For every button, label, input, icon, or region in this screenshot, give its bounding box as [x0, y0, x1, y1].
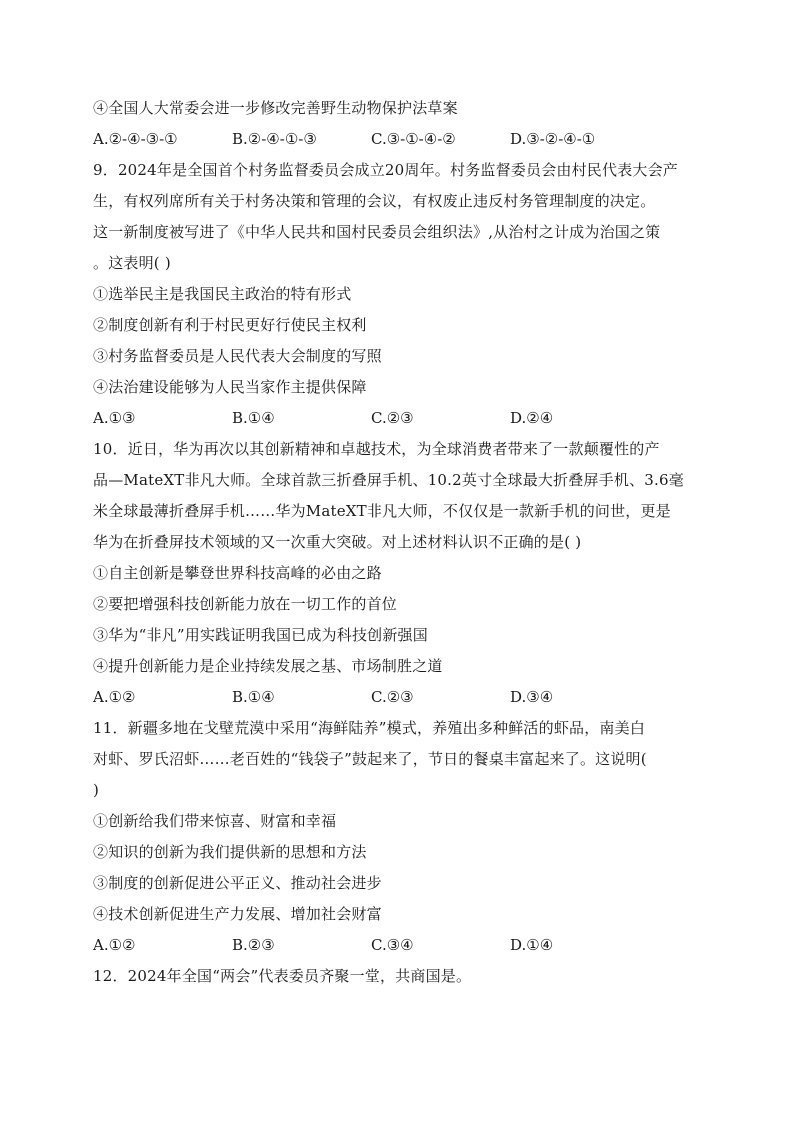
q8-option-a[interactable]: A.②-④-③-①	[93, 130, 178, 148]
q8-statement-4: ④全国人大常委会进一步修改完善野生动物保护法草案	[93, 99, 458, 117]
q11-option-c[interactable]: C.③④	[371, 936, 414, 954]
q9-statement-2: ②制度创新有利于村民更好行使民主权利	[93, 316, 367, 334]
q11-option-d[interactable]: D.①④	[510, 936, 554, 954]
q9-options	[93, 403, 703, 434]
q9-stem-line-1: 9．2024年是全国首个村务监督委员会成立20周年。村务监督委员会由村民代表大会产	[93, 161, 679, 179]
q10-statement-3: ③华为“非凡”用实践证明我国已成为科技创新强国	[93, 626, 428, 644]
page-content	[93, 93, 703, 992]
q9-stem-line-2: 生，有权列席所有关于村务决策和管理的会议，有权废止违反村务管理制度的决定。	[93, 192, 656, 210]
q11-stem-line-2: 对虾、罗氏沼虾……老百姓的“钱袋子”鼓起来了，节日的餐桌丰富起来了。这说明(	[93, 750, 647, 768]
q9-option-d[interactable]: D.②④	[510, 409, 554, 427]
q11-option-b[interactable]: B.②③	[232, 936, 275, 954]
q9-statement-1: ①选举民主是我国民主政治的特有形式	[93, 285, 352, 303]
q10-stem-line-1: 10．近日，华为再次以其创新精神和卓越技术，为全球消费者带来了一款颠覆性的产	[93, 440, 660, 458]
q8-option-b[interactable]: B.②-④-①-③	[232, 130, 317, 148]
q9-statement-4: ④法治建设能够为人民当家作主提供保障	[93, 378, 367, 396]
q9-stem-line-4: 。这表明( )	[93, 254, 171, 272]
q10-stem-line-2: 品—MateXT非凡大师。全球首款三折叠屏手机、10.2英寸全球最大折叠屏手机、3.6毫	[93, 471, 684, 489]
q10-options	[93, 682, 703, 713]
q12-stem-line-1: 12．2024年全国“两会”代表委员齐聚一堂，共商国是。	[93, 967, 472, 985]
q11-option-a[interactable]: A.①②	[93, 936, 136, 954]
q8-option-c[interactable]: C.③-①-④-②	[371, 130, 456, 148]
q10-stem-line-3: 米全球最薄折叠屏手机……华为MateXT非凡大师，不仅仅是一款新手机的问世，更是	[93, 502, 671, 520]
q10-statement-2: ②要把增强科技创新能力放在一切工作的首位	[93, 595, 398, 613]
q9-option-c[interactable]: C.②③	[371, 409, 414, 427]
q10-stem-line-4: 华为在折叠屏技术领域的又一次重大突破。对上述材料认识不正确的是( )	[93, 533, 582, 551]
q8-option-d[interactable]: D.③-②-④-①	[510, 130, 596, 148]
q10-option-c[interactable]: C.②③	[371, 688, 414, 706]
q10-statement-4: ④提升创新能力是企业持续发展之基、市场制胜之道	[93, 657, 443, 675]
q10-option-d[interactable]: D.③④	[510, 688, 554, 706]
q11-statement-2: ②知识的创新为我们提供新的思想和方法	[93, 843, 367, 861]
q11-statement-1: ①创新给我们带来惊喜、财富和幸福	[93, 812, 337, 830]
q10-option-a[interactable]: A.①②	[93, 688, 136, 706]
q10-option-b[interactable]: B.①④	[232, 688, 275, 706]
q11-statement-4: ④技术创新促进生产力发展、增加社会财富	[93, 905, 382, 923]
q10-statement-1: ①自主创新是攀登世界科技高峰的必由之路	[93, 564, 382, 582]
q9-option-b[interactable]: B.①④	[232, 409, 275, 427]
q9-option-a[interactable]: A.①③	[93, 409, 136, 427]
q11-stem-line-1: 11．新疆多地在戈壁荒漠中采用“海鲜陆养”模式，养殖出多种鲜活的虾品，南美白	[93, 719, 646, 737]
q11-stem-line-3: )	[93, 781, 100, 799]
q8-options	[93, 124, 703, 155]
q11-options	[93, 930, 703, 961]
q9-stem-line-3: 这一新制度被写进了《中华人民共和国村民委员会组织法》,从治村之计成为治国之策	[93, 223, 661, 241]
q11-statement-3: ③制度的创新促进公平正义、推动社会进步	[93, 874, 382, 892]
q9-statement-3: ③村务监督委员是人民代表大会制度的写照	[93, 347, 382, 365]
